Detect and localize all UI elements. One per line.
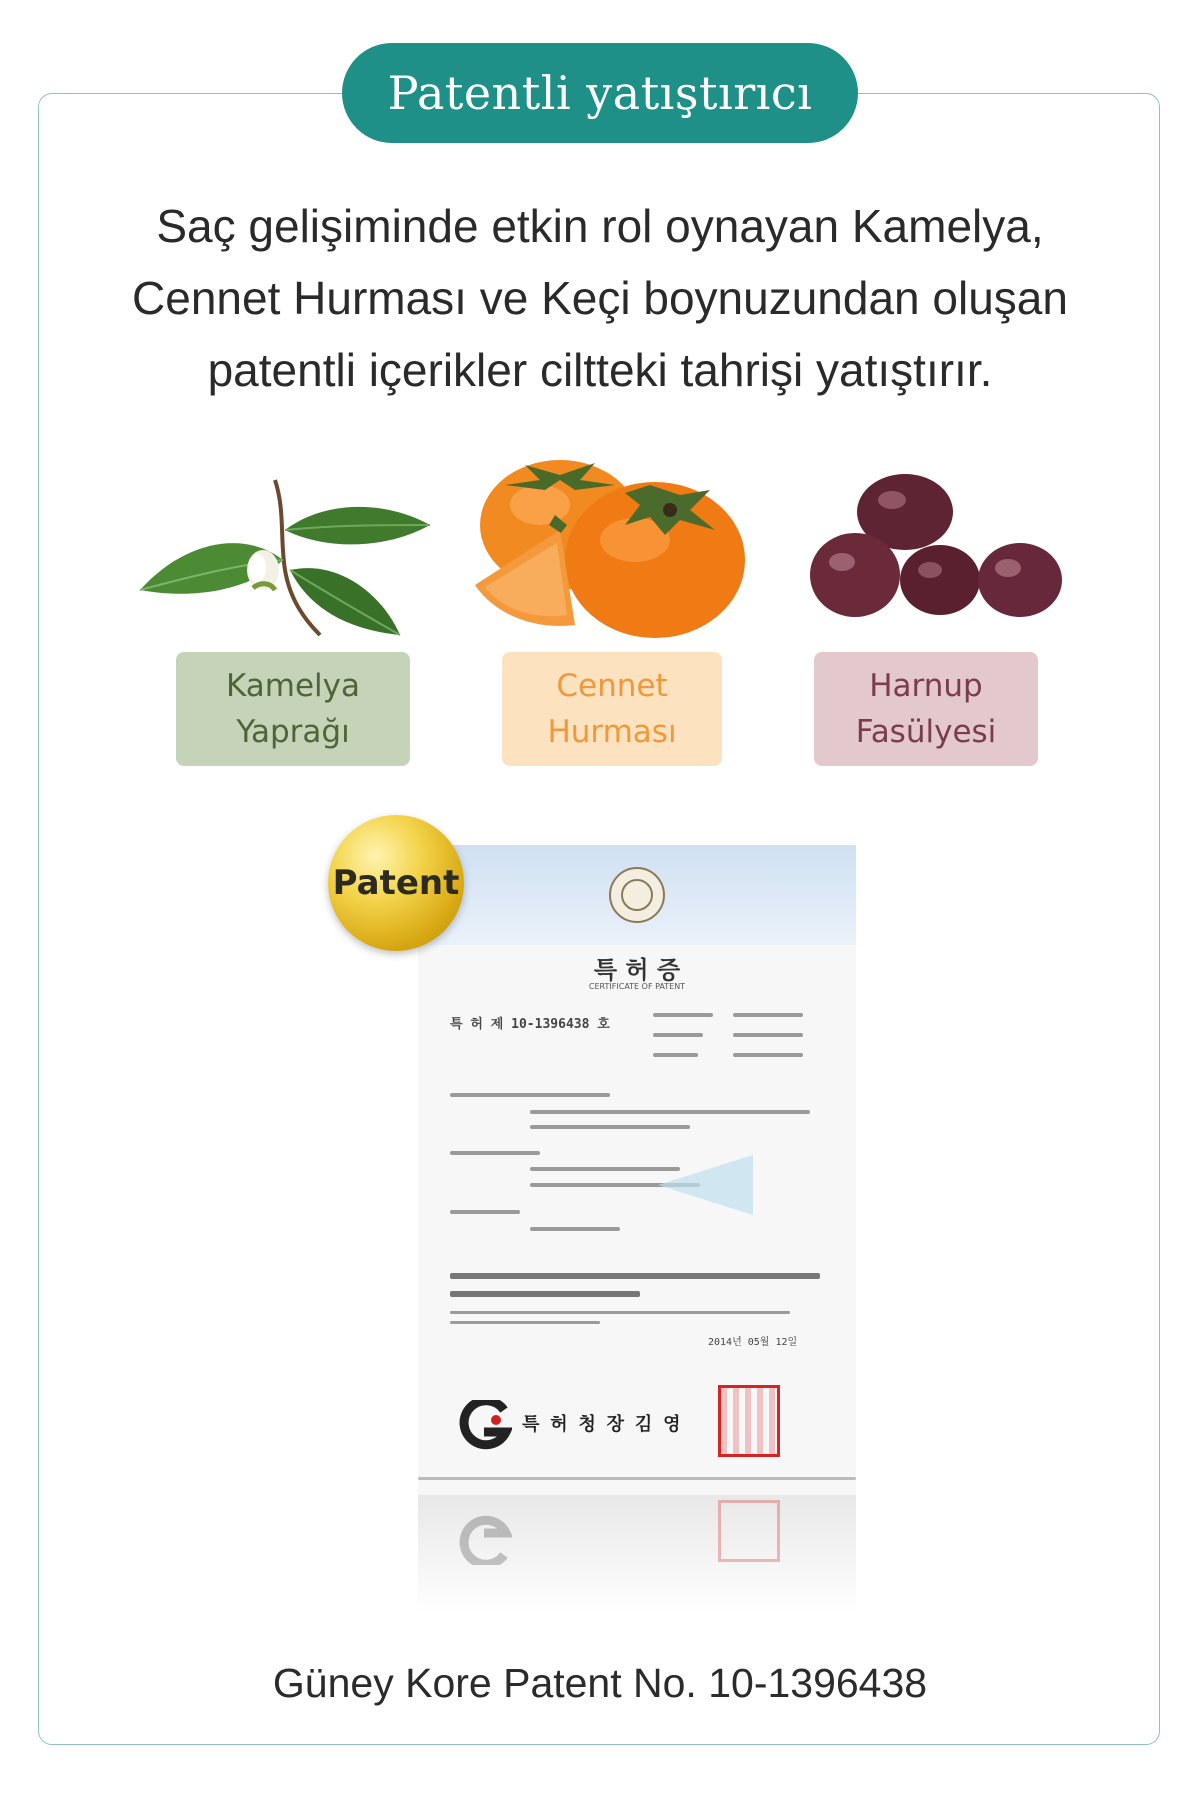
intro-line-3: patentli içerikler ciltteki tahrişi yatıştırır. — [207, 344, 993, 396]
certificate-text-line — [653, 1013, 713, 1017]
ingredient-label-line: Yaprağı — [236, 714, 350, 750]
certificate-text-line — [450, 1321, 600, 1324]
section-title: Patentli yatıştırıcı — [387, 66, 813, 120]
certificate-subtitle: CERTIFICATE OF PATENT — [588, 982, 686, 991]
ingredient-label-line: Fasülyesi — [855, 714, 997, 750]
emblem-icon — [607, 865, 667, 925]
certificate-text-line — [450, 1151, 540, 1155]
certificate-text-line — [450, 1291, 640, 1297]
ingredient-label-persimmon — [502, 652, 722, 766]
certificate-text-line — [733, 1033, 803, 1037]
intro-text — [80, 190, 1120, 406]
red-seal-reflection — [718, 1500, 780, 1562]
camellia-leaf-image — [135, 470, 435, 645]
ingredient-label-line: Hurması — [547, 714, 677, 750]
patent-badge-label: Patent — [332, 863, 460, 903]
certificate-text-line — [450, 1311, 790, 1314]
persimmon-image — [465, 455, 755, 640]
intro-line-1: Saç gelişiminde etkin rol oynayan Kamelya, — [156, 200, 1044, 252]
certificate-watermark — [648, 1145, 758, 1220]
certificate-title: 특 허 증 — [593, 956, 681, 984]
kipo-logo-icon — [456, 1400, 512, 1450]
patent-number-footer: Güney Kore Patent No. 10-1396438 — [272, 1660, 928, 1706]
certificate-text-line — [450, 1210, 520, 1214]
intro-line-2: Cennet Hurması ve Keçi boynuzundan oluşan — [132, 272, 1068, 324]
certificate-text-line — [733, 1053, 803, 1057]
ingredient-label-camellia — [176, 652, 410, 766]
carob-bean-image — [810, 470, 1070, 630]
certificate-text-line — [653, 1033, 703, 1037]
certificate-text-line — [733, 1013, 803, 1017]
ingredient-label-carob — [814, 652, 1038, 766]
certificate-text-line — [450, 1273, 820, 1279]
ingredient-label-line: Cennet — [556, 668, 668, 704]
patent-gold-badge — [328, 815, 464, 951]
certificate-date: 2014년 05월 12일 — [708, 1337, 798, 1348]
certificate-text-line — [418, 1477, 856, 1480]
certificate-text-line — [530, 1110, 810, 1114]
certificate-text-line — [450, 1093, 610, 1097]
certificate-text-line — [653, 1053, 698, 1057]
section-title-pill — [342, 43, 858, 143]
certificate-text-line — [530, 1227, 620, 1231]
certificate-text-line — [530, 1125, 690, 1129]
certificate-commissioner: 특 허 청 장 김 영 — [522, 1414, 681, 1435]
patent-certificate-image — [418, 845, 856, 1615]
red-seal-stamp — [718, 1385, 780, 1457]
ingredient-label-line: Harnup — [869, 668, 983, 704]
certificate-patent-number: 특 허 제 10-1396438 호 — [450, 1017, 610, 1032]
kipo-logo-reflection-icon — [456, 1515, 512, 1565]
ingredient-label-line: Kamelya — [225, 668, 360, 704]
